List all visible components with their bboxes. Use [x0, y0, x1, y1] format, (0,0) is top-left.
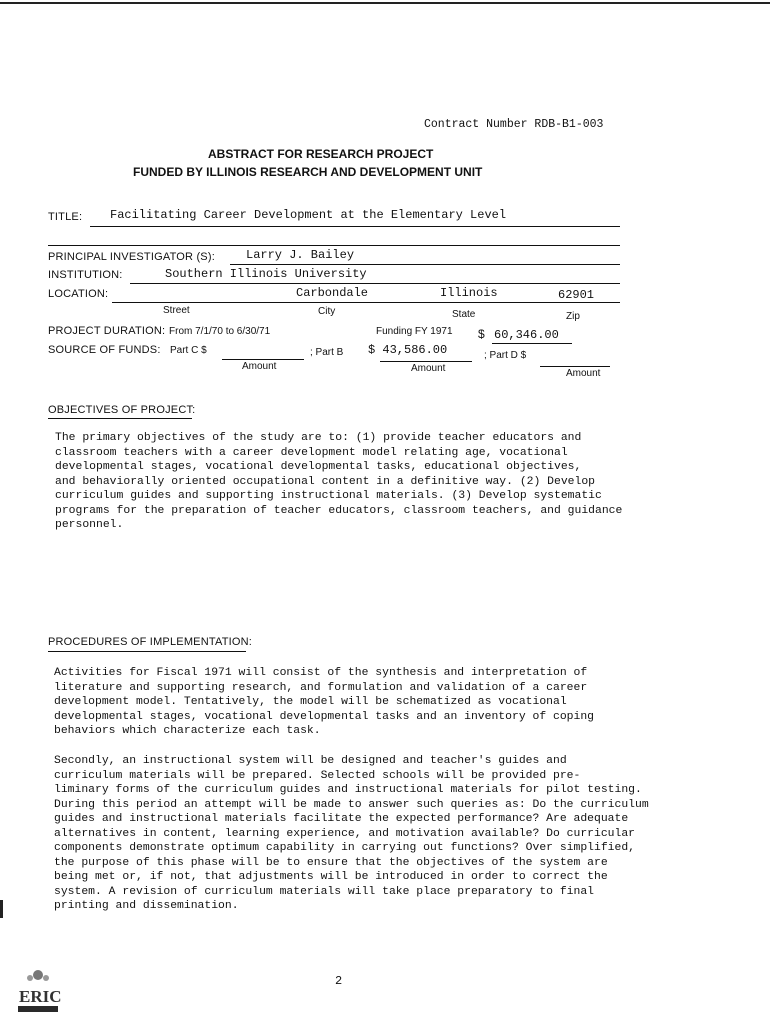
page-number: 2 — [335, 974, 343, 988]
pi-underline — [230, 264, 620, 265]
svg-text:ERIC: ERIC — [19, 987, 62, 1006]
city-caption: City — [318, 306, 336, 317]
part-b: ; Part B — [310, 347, 344, 358]
contract-number: Contract Number RDB-B1-003 — [424, 118, 604, 131]
procedures-paragraph-2: Secondly, an instructional system will be designed and teacher's guides and curriculum materials will be prepared. Selected schools will be provided pre- liminary forms of the curriculum guides and instructional materials for pilot testing. During this period an attempt will be made to answer such queries as: Do the curriculum guides and instructional materials facilitate the expected performance? Are adequate alternatives in content, learning experience, and motivation available? Do curricular components demonstrate optimum capability in carrying out functions? Over simplified, the purpose of this phase will be to ensure that the objectives of the system are being met or, if not, that adjustments will be introduced in order to correct the system. A revision of curriculum materials will take place preparatory to final printing and dissemination. — [54, 755, 649, 912]
city-value: Carbondale — [296, 286, 369, 300]
abstract-title: ABSTRACT FOR RESEARCH PROJECT — [208, 147, 434, 161]
source-label: SOURCE OF FUNDS: — [48, 344, 161, 356]
funding-value: 60,346.00 — [494, 328, 559, 342]
institution-label: INSTITUTION: — [48, 269, 123, 281]
procedures-heading-underline — [48, 651, 246, 652]
part-d-amount-caption: Amount — [566, 368, 601, 379]
objectives-heading: OBJECTIVES OF PROJECT: — [48, 404, 196, 416]
location-label: LOCATION: — [48, 288, 109, 300]
scan-edge-line — [0, 2, 770, 4]
eric-logo — [14, 966, 62, 1014]
part-b-underline — [380, 361, 472, 362]
state-value: Illinois — [440, 286, 498, 300]
institution-value: Southern Illinois University — [165, 267, 367, 281]
part-b-value: $ 43,586.00 — [368, 343, 448, 357]
title-underline — [90, 226, 620, 227]
funding-label: Funding FY 1971 — [376, 326, 453, 337]
part-d: ; Part D $ — [484, 350, 527, 361]
duration-value: From 7/1/70 to 6/30/71 — [169, 326, 271, 337]
part-c: Part C $ — [170, 345, 207, 356]
title-second-line — [48, 245, 620, 246]
institution-underline — [130, 283, 620, 284]
eric-logo-icon — [14, 966, 62, 1014]
state-caption: State — [452, 309, 476, 320]
part-c-amount-caption: Amount — [242, 361, 277, 372]
title-value: Facilitating Career Development at the Elementary Level — [110, 208, 507, 222]
objectives-text: The primary objectives of the study are to: (1) provide teacher educators and classroom teachers with a career development model relating age, vocational developmental stages, vocational developmental tasks, educational objectives, and behaviorally oriented occupational content in a definitive way. (2) Develop curriculum guides and supporting instructional materials. (3) Develop systematic programs for the preparation of teacher educators, classroom teachers, and guidance personnel. — [55, 432, 623, 531]
street-caption: Street — [163, 305, 190, 316]
zip-caption: Zip — [566, 311, 580, 322]
location-underline — [112, 302, 620, 303]
part-d-underline — [540, 366, 610, 367]
zip-value: 62901 — [558, 288, 595, 302]
title-label: TITLE: — [48, 211, 83, 223]
pi-label: PRINCIPAL INVESTIGATOR (S): — [48, 251, 215, 263]
funding-dollar: $ — [478, 327, 485, 341]
objectives-heading-underline — [48, 418, 192, 419]
abstract-subtitle: FUNDED BY ILLINOIS RESEARCH AND DEVELOPMENT UNIT — [133, 165, 483, 179]
scan-margin-mark — [0, 900, 3, 918]
part-c-underline — [222, 359, 304, 360]
part-b-amount-caption: Amount — [411, 363, 446, 374]
pi-value: Larry J. Bailey — [246, 248, 355, 262]
funding-underline — [492, 343, 572, 344]
procedures-heading: PROCEDURES OF IMPLEMENTATION: — [48, 636, 253, 648]
procedures-paragraph-1: Activities for Fiscal 1971 will consist of the synthesis and interpretation of literature and supporting research, and formulation and validation of a career development model. Tentatively, the model will be schematized as vocational developmental stages, vocational developmental tasks and an inventory of coping behaviors which characterize each task. — [54, 667, 595, 737]
duration-label: PROJECT DURATION: — [48, 325, 166, 337]
